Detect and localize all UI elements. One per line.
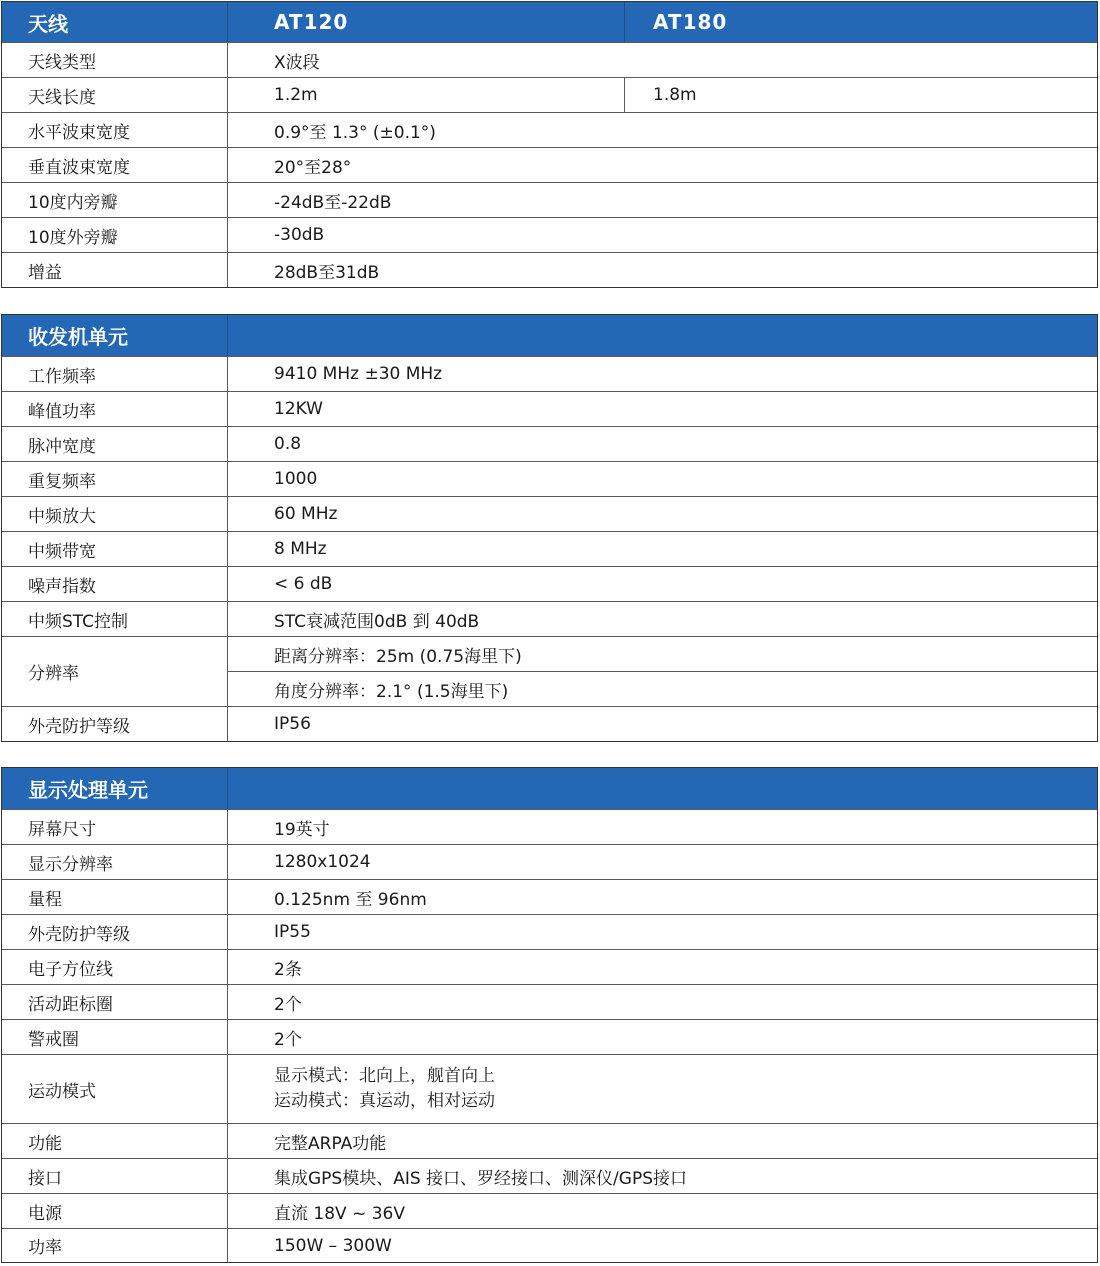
table-row xyxy=(2,356,1097,391)
row-label: 重复频率 xyxy=(2,462,228,496)
table-row xyxy=(2,566,1097,601)
row-label: 显示分辨率 xyxy=(2,845,228,879)
model-at180-header: AT180 xyxy=(653,10,728,34)
transceiver-header-row xyxy=(2,315,1097,356)
row-value: -30dB xyxy=(274,225,325,245)
motion-mode-values xyxy=(228,1055,1097,1123)
table-row xyxy=(2,496,1097,531)
motion-mode-line: 运动模式：真运动，相对运动 xyxy=(274,1091,495,1111)
row-value: 直流 18V ~ 36V xyxy=(274,1203,405,1224)
row-value: 9410 MHz ±30 MHz xyxy=(274,364,443,384)
row-label: 增益 xyxy=(2,253,228,287)
row-value: 0.9°至 1.3° (±0.1°) xyxy=(274,122,436,143)
row-value: 1000 xyxy=(274,469,318,489)
table-row xyxy=(2,601,1097,636)
table-row xyxy=(2,426,1097,461)
table-row xyxy=(2,112,1097,147)
table-row xyxy=(2,391,1097,426)
table-row xyxy=(2,1054,1097,1123)
row-value: IP56 xyxy=(274,714,311,734)
row-value: 2个 xyxy=(274,994,302,1015)
row-value: STC衰减范围0dB 到 40dB xyxy=(274,611,480,632)
row-label: 工作频率 xyxy=(2,357,228,391)
bearing-resolution: 角度分辨率：2.1° (1.5海里下) xyxy=(228,671,1097,706)
row-label: 外壳防护等级 xyxy=(2,707,228,741)
row-value: 20°至28° xyxy=(274,157,352,178)
row-label: 峰值功率 xyxy=(2,392,228,426)
table-row xyxy=(2,949,1097,984)
table-row xyxy=(2,879,1097,914)
row-label: 分辨率 xyxy=(2,637,228,706)
model-at120-header: AT120 xyxy=(228,2,625,42)
row-label: 垂直波束宽度 xyxy=(2,148,228,182)
table-row xyxy=(2,984,1097,1019)
table-row xyxy=(2,914,1097,949)
table-row xyxy=(2,531,1097,566)
row-label: 功率 xyxy=(2,1229,228,1262)
table-row xyxy=(2,77,1097,112)
row-value: < 6 dB xyxy=(274,574,333,594)
row-label: 警戒圈 xyxy=(2,1020,228,1054)
table-row xyxy=(2,182,1097,217)
header-blank-cell xyxy=(228,315,1097,356)
table-row xyxy=(2,461,1097,496)
row-value: 0.8 xyxy=(274,434,302,454)
table-row xyxy=(2,1123,1097,1158)
row-label: 接口 xyxy=(2,1159,228,1193)
row-label: 天线长度 xyxy=(2,78,228,112)
table-row xyxy=(2,1158,1097,1193)
resolution-values xyxy=(228,637,1097,706)
row-label: 外壳防护等级 xyxy=(2,915,228,949)
row-label: 电源 xyxy=(2,1194,228,1228)
table-row xyxy=(2,252,1097,287)
row-value: 0.125nm 至 96nm xyxy=(274,889,427,910)
display-section-title: 显示处理单元 xyxy=(2,768,228,809)
row-value: 150W – 300W xyxy=(274,1235,392,1256)
table-row xyxy=(2,1193,1097,1228)
table-row xyxy=(2,1019,1097,1054)
table-row xyxy=(2,844,1097,879)
table-row xyxy=(2,147,1097,182)
row-label: 运动模式 xyxy=(2,1055,228,1123)
display-header-row xyxy=(2,768,1097,809)
table-row xyxy=(2,636,1097,706)
row-label: 电子方位线 xyxy=(2,950,228,984)
row-value: 8 MHz xyxy=(274,539,327,559)
row-label: 噪声指数 xyxy=(2,567,228,601)
row-label: 中频带宽 xyxy=(2,532,228,566)
row-label: 功能 xyxy=(2,1124,228,1158)
row-label: 屏幕尺寸 xyxy=(2,810,228,844)
row-value: 2条 xyxy=(274,959,302,980)
display-spec-table xyxy=(1,767,1098,1263)
header-blank-cell xyxy=(228,768,1097,809)
row-value-at180: 1.8m xyxy=(653,85,697,105)
row-value: 1280x1024 xyxy=(274,852,371,872)
row-value: 19英寸 xyxy=(274,819,330,840)
row-label: 10度内旁瓣 xyxy=(2,183,228,217)
table-row xyxy=(2,1228,1097,1262)
row-value: 28dB至31dB xyxy=(274,262,380,283)
row-label: 天线类型 xyxy=(2,43,228,77)
table-row xyxy=(2,217,1097,252)
antenna-section-title: 天线 xyxy=(2,2,228,42)
antenna-spec-table xyxy=(1,1,1098,288)
row-value: -24dB至-22dB xyxy=(274,192,392,213)
display-mode-line: 显示模式：北向上，舰首向上 xyxy=(274,1066,495,1086)
row-value: 60 MHz xyxy=(274,504,338,524)
row-label: 中频放大 xyxy=(2,497,228,531)
transceiver-spec-table xyxy=(1,314,1098,742)
row-label: 量程 xyxy=(2,880,228,914)
row-label: 中频STC控制 xyxy=(2,602,228,636)
row-label: 水平波束宽度 xyxy=(2,113,228,147)
row-label: 10度外旁瓣 xyxy=(2,218,228,252)
table-row xyxy=(2,706,1097,741)
row-value: 完整ARPA功能 xyxy=(274,1133,387,1154)
antenna-header-row xyxy=(2,2,1097,42)
row-value-at120: 1.2m xyxy=(228,78,625,112)
transceiver-section-title: 收发机单元 xyxy=(2,315,228,356)
row-value: 12KW xyxy=(274,399,323,419)
row-label: 活动距标圈 xyxy=(2,985,228,1019)
table-row xyxy=(2,809,1097,844)
row-label: 脉冲宽度 xyxy=(2,427,228,461)
row-value: 集成GPS模块、AIS 接口、罗经接口、测深仪/GPS接口 xyxy=(274,1168,687,1189)
row-value: X波段 xyxy=(274,52,320,73)
row-value: IP55 xyxy=(274,922,311,942)
range-resolution: 距离分辨率：25m (0.75海里下) xyxy=(274,646,522,667)
row-value: 2个 xyxy=(274,1029,302,1050)
table-row xyxy=(2,42,1097,77)
